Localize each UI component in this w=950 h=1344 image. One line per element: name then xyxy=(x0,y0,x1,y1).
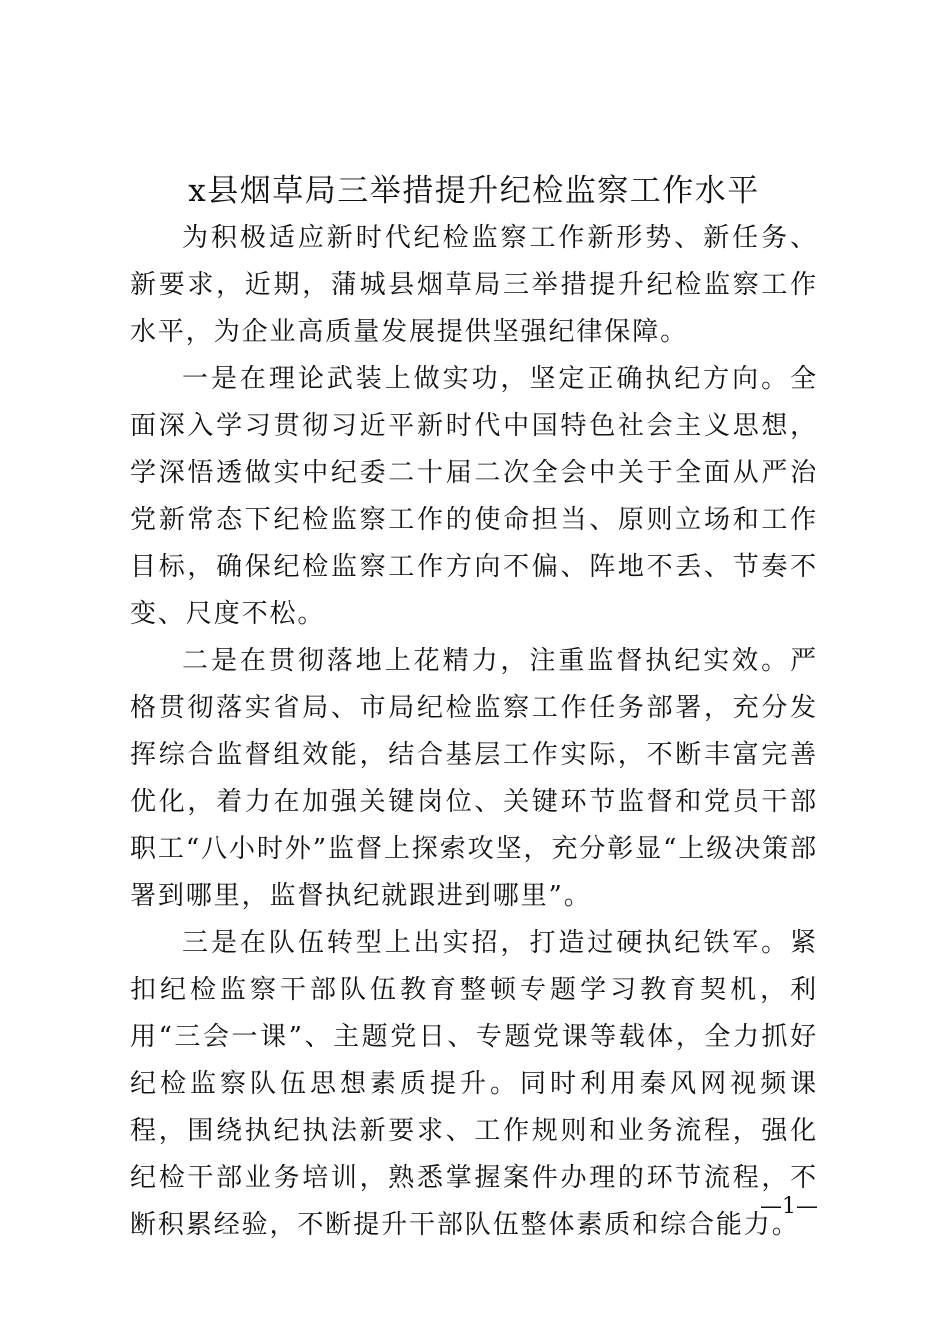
paragraph-measure-two: 二是在贯彻落地上花精力，注重监督执纪实效。严格贯彻落实省局、市局纪检监察工作任务部署，充分发挥综合监督组效能，结合基层工作实际，不断丰富完善优化，着力在加强关键岗位、关键环节监督和党员干部职工“八小时外”监督上探索攻坚，充分彰显“上级决策部署到哪里，监督执纪就跟进到哪里”。 xyxy=(130,646,818,911)
document-body xyxy=(130,215,818,1249)
page-number: —1— xyxy=(760,1194,818,1219)
paragraph-intro: 为积极适应新时代纪检监察工作新形势、新任务、新要求，近期，蒲城县烟草局三举措提升纪检监察工作水平，为企业高质量发展提供坚强纪律保障。 xyxy=(130,223,818,347)
document-title: x县烟草局三举措提升纪检监察工作水平 xyxy=(188,173,760,209)
paragraph-measure-three: 三是在队伍转型上出实招，打造过硬执纪铁军。紧扣纪检监察干部队伍教育整顿专题学习教育契机，利用“三会一课”、主题党日、专题党课等载体，全力抓好纪检监察队伍思想素质提升。同时利用秦风网视频课程，围绕执纪执法新要求、工作规则和业务流程，强化纪检干部业务培训，熟悉掌握案件办理的环节流程，不断积累经验，不断提升干部队伍整体素质和综合能力。 xyxy=(130,928,818,1240)
paragraph-measure-one: 一是在理论武装上做实功，坚定正确执纪方向。全面深入学习贯彻习近平新时代中国特色社会主义思想，学深悟透做实中纪委二十届二次全会中关于全面从严治党新常态下纪检监察工作的使命担当、原则立场和工作目标，确保纪检监察工作方向不偏、阵地不丢、节奏不变、尺度不松。 xyxy=(130,364,818,629)
